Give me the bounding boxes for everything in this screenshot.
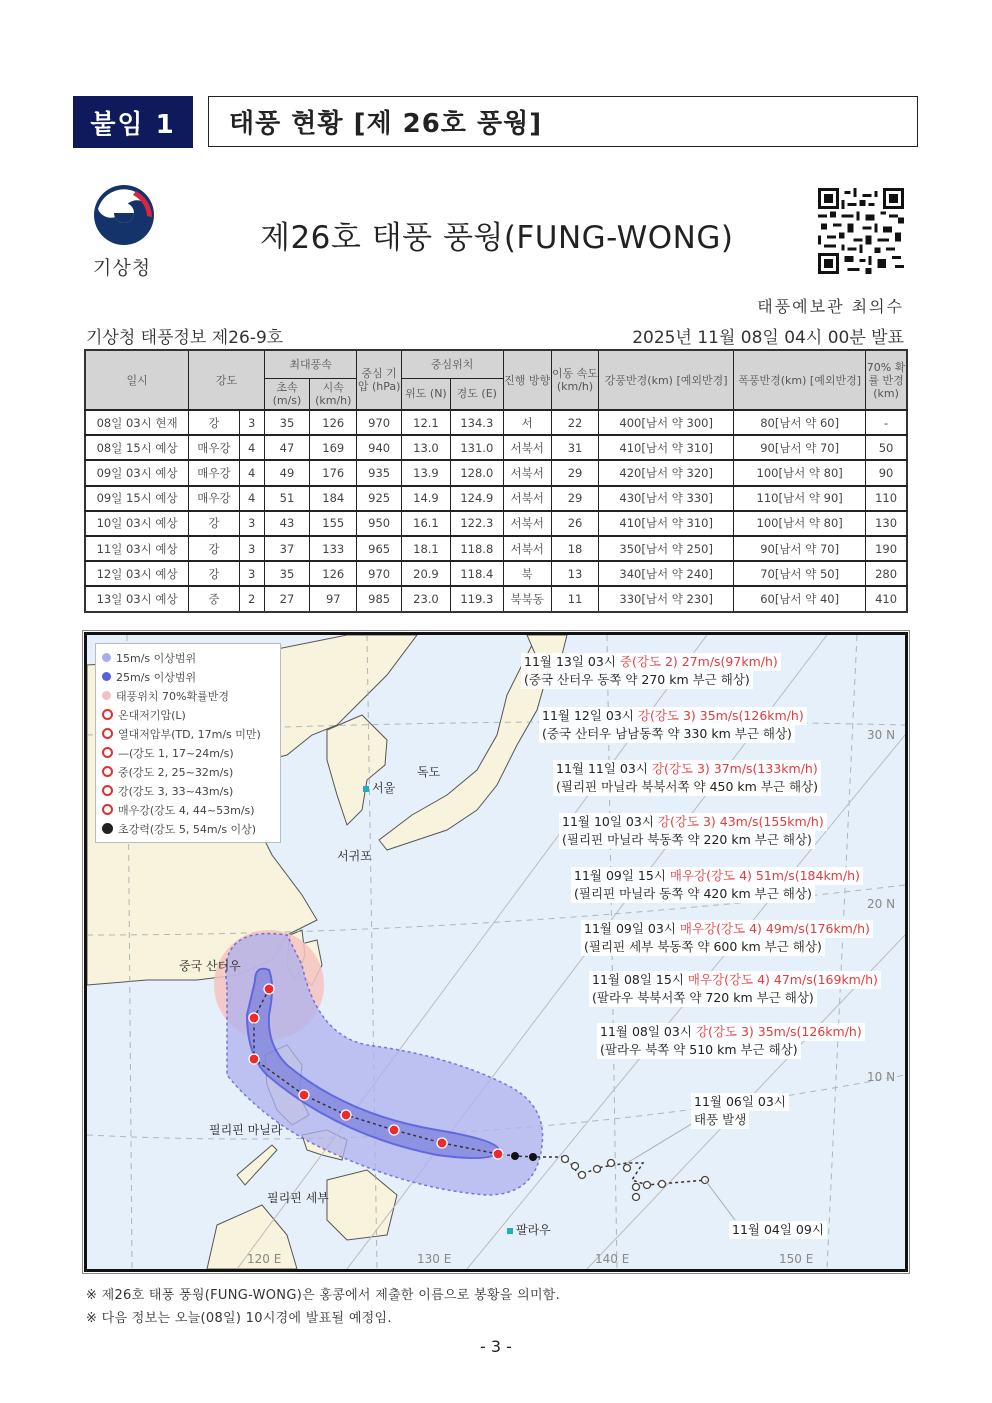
qr-code-icon[interactable] xyxy=(818,188,904,274)
cell-prob: 280 xyxy=(866,561,907,586)
legend-item xyxy=(102,667,274,686)
cell-time: 10일 03시 예상 xyxy=(85,511,189,536)
annotation-location: (필리핀 마닐라 북북서쪽 약 450 km 부근 해상) xyxy=(553,778,821,796)
agency-name: 기상청 xyxy=(93,257,152,279)
cell-cls: 강 xyxy=(189,511,239,536)
cell-time: 09일 15시 예상 xyxy=(85,486,189,511)
cell-kmh: 126 xyxy=(310,410,357,435)
annotation-time: 11월 08일 03시 xyxy=(600,1024,692,1039)
cell-prob: 50 xyxy=(866,435,907,460)
cell-prob: 90 xyxy=(866,460,907,485)
cell-storm: 100[남서 약 80] xyxy=(734,511,866,536)
cell-gale: 410[남서 약 310] xyxy=(599,511,734,536)
legend-label: —(강도 1, 17~24m/s) xyxy=(118,746,234,760)
cell-lvl: 4 xyxy=(239,435,264,460)
legend-label: 매우강(강도 4, 44~53m/s) xyxy=(118,803,255,817)
first-point-annotation: 11월 04일 09시 xyxy=(729,1221,827,1239)
extratropical-low-icon xyxy=(102,709,113,720)
cell-prob: 410 xyxy=(866,586,907,611)
place-seoul: 서울 xyxy=(363,779,395,796)
cell-lon: 134.3 xyxy=(451,410,503,435)
legend-label: 열대저압부(TD, 17m/s 미만) xyxy=(118,727,261,741)
table-row xyxy=(85,460,907,485)
annotation-location: (필리핀 마닐라 북동쪽 약 220 km 부근 해상) xyxy=(559,831,815,849)
cell-storm: 90[남서 약 70] xyxy=(734,536,866,561)
place-dokdo: 독도 xyxy=(417,765,441,779)
cell-ms: 37 xyxy=(264,536,309,561)
cell-storm: 60[남서 약 40] xyxy=(734,586,866,611)
annotation-intensity: 매우강(강도 4) 51m/s(184km/h) xyxy=(669,868,860,883)
table-row xyxy=(85,486,907,511)
cell-lvl: 2 xyxy=(239,586,264,611)
cell-kmh: 97 xyxy=(310,586,357,611)
header-wind-kmh: 시속 (km/h) xyxy=(310,378,357,410)
annotation-time: 11월 11일 03시 xyxy=(556,761,648,776)
place-shantou: 중국 산터우 xyxy=(179,959,241,973)
annotation-intensity: 중(강도 2) 27m/s(97km/h) xyxy=(619,654,778,669)
cell-storm: 100[남서 약 80] xyxy=(734,460,866,485)
cell-lvl: 3 xyxy=(239,536,264,561)
cell-gale: 420[남서 약 320] xyxy=(599,460,734,485)
header-prob-radius: 70% 확률 반경 (km) xyxy=(866,350,907,410)
legend-item xyxy=(102,724,274,743)
typhoon-level-5-icon xyxy=(102,823,113,834)
annotation-intensity: 강(강도 3) 37m/s(133km/h) xyxy=(651,761,818,776)
cell-lat: 12.1 xyxy=(401,410,450,435)
cell-cls: 매우강 xyxy=(189,460,239,485)
forecast-annotation xyxy=(559,813,827,849)
annotation-location: (팔라우 북쪽 약 510 km 부근 해상) xyxy=(597,1041,801,1059)
table-row xyxy=(85,435,907,460)
section-title: 태풍 현황 [제 26호 풍웡] xyxy=(208,96,918,147)
cell-kmh: 169 xyxy=(310,435,357,460)
header-wind-ms: 초속 (m/s) xyxy=(264,378,309,410)
annotation-location: (팔라우 북북서쪽 약 720 km 부근 해상) xyxy=(589,989,817,1007)
cell-time: 12일 03시 예상 xyxy=(85,561,189,586)
legend-label: 25m/s 이상범위 xyxy=(116,670,197,684)
header-center: 중심위치 xyxy=(401,350,503,378)
annotation-time: 11월 13일 03시 xyxy=(524,654,616,669)
cell-spd: 11 xyxy=(551,586,598,611)
cell-lat: 13.0 xyxy=(401,435,450,460)
legend-item xyxy=(102,819,274,838)
lon-label-150: 150 E xyxy=(779,1252,814,1266)
cell-dir: 서북서 xyxy=(503,536,551,561)
place-cebu: 필리핀 세부 xyxy=(267,1191,329,1205)
cell-spd: 22 xyxy=(551,410,598,435)
cell-cls: 강 xyxy=(189,536,239,561)
cell-spd: 31 xyxy=(551,435,598,460)
lon-label-140: 140 E xyxy=(595,1252,630,1266)
legend-item xyxy=(102,648,274,667)
legend-item xyxy=(102,743,274,762)
annotation-location: (필리핀 세부 북동쪽 약 600 km 부근 해상) xyxy=(581,938,825,956)
cell-lvl: 4 xyxy=(239,460,264,485)
typhoon-level-3-icon xyxy=(102,785,113,796)
forecaster-name: 태풍예보관 최의수 xyxy=(757,297,904,316)
cell-gale: 340[남서 약 240] xyxy=(599,561,734,586)
cell-spd: 29 xyxy=(551,486,598,511)
header-gale-radius: 강풍반경(km) [예외반경] xyxy=(599,350,734,410)
footnote-next-bulletin: ※ 다음 정보는 오늘(08일) 10시경에 발표될 예정임. xyxy=(86,1311,392,1326)
cell-lon: 124.9 xyxy=(451,486,503,511)
annotation-intensity: 매우강(강도 4) 49m/s(176km/h) xyxy=(679,921,870,936)
cell-gale: 400[남서 약 300] xyxy=(599,410,734,435)
cell-cls: 강 xyxy=(189,561,239,586)
annotation-intensity: 강(강도 3) 43m/s(155km/h) xyxy=(657,814,824,829)
legend-label: 중(강도 2, 25~32m/s) xyxy=(118,765,234,779)
cell-dir: 서북서 xyxy=(503,511,551,536)
cell-prob: 190 xyxy=(866,536,907,561)
header-storm-radius: 폭풍반경(km) [예외반경] xyxy=(734,350,866,410)
lat-label-10: 10 N xyxy=(867,1070,896,1084)
cell-lat: 16.1 xyxy=(401,511,450,536)
bulletin-title: 제26호 태풍 풍웡(FUNG-WONG) xyxy=(260,220,734,256)
lat-label-30: 30 N xyxy=(867,728,896,742)
cell-cls: 강 xyxy=(189,410,239,435)
legend-item xyxy=(102,705,274,724)
cell-ms: 35 xyxy=(264,561,309,586)
cell-lon: 118.4 xyxy=(451,561,503,586)
header-pressure: 중심 기압 (hPa) xyxy=(357,350,401,410)
annotation-intensity: 강(강도 3) 35m/s(126km/h) xyxy=(637,708,804,723)
cell-kmh: 133 xyxy=(310,536,357,561)
cell-time: 08일 15시 예상 xyxy=(85,435,189,460)
cell-lon: 118.8 xyxy=(451,536,503,561)
legend-label: 태풍위치 70%확률반경 xyxy=(116,689,229,703)
header-direction: 진행 방향 xyxy=(503,350,551,410)
typhoon-level-4-icon xyxy=(102,804,113,815)
cell-hpa: 970 xyxy=(357,410,401,435)
place-palau: 팔라우 xyxy=(507,1221,551,1238)
position-13d xyxy=(264,984,274,994)
cell-lvl: 3 xyxy=(239,511,264,536)
forecast-table xyxy=(84,349,908,613)
attachment-tag: 붙임 1 xyxy=(73,96,193,148)
cell-kmh: 184 xyxy=(310,486,357,511)
cell-dir: 서 xyxy=(503,410,551,435)
cell-time: 08일 03시 현재 xyxy=(85,410,189,435)
page-number: - 3 - xyxy=(480,1337,512,1356)
cell-ms: 51 xyxy=(264,486,309,511)
circle-blue-icon xyxy=(102,672,111,681)
circle-pink-icon xyxy=(102,691,111,700)
legend-label: 초강력(강도 5, 54m/s 이상) xyxy=(118,822,257,836)
table-row xyxy=(85,410,907,435)
cell-dir: 서북서 xyxy=(503,435,551,460)
annotation-location: (중국 산터우 동쪽 약 270 km 부근 해상) xyxy=(521,671,753,689)
cell-ms: 49 xyxy=(264,460,309,485)
cell-lat: 18.1 xyxy=(401,536,450,561)
cell-lat: 20.9 xyxy=(401,561,450,586)
header-max-wind: 최대풍속 xyxy=(264,350,357,378)
cell-lvl: 3 xyxy=(239,561,264,586)
cell-prob: - xyxy=(866,410,907,435)
cell-spd: 26 xyxy=(551,511,598,536)
forecast-annotation xyxy=(597,1023,865,1059)
cell-ms: 43 xyxy=(264,511,309,536)
annotation-time: 11월 09일 15시 xyxy=(574,868,666,883)
cell-dir: 서북서 xyxy=(503,460,551,485)
annotation-time: 11월 10일 03시 xyxy=(562,814,654,829)
table-row xyxy=(85,511,907,536)
cell-dir: 서북서 xyxy=(503,486,551,511)
cell-kmh: 176 xyxy=(310,460,357,485)
forecast-annotation xyxy=(589,971,881,1007)
cell-cls: 매우강 xyxy=(189,435,239,460)
cell-dir: 북 xyxy=(503,561,551,586)
cell-kmh: 155 xyxy=(310,511,357,536)
lat-label-20: 20 N xyxy=(867,897,896,911)
cell-lvl: 3 xyxy=(239,410,264,435)
header-intensity: 강도 xyxy=(189,350,265,410)
typhoon-level-1-icon xyxy=(102,747,113,758)
typhoon-level-2-icon xyxy=(102,766,113,777)
cell-cls: 매우강 xyxy=(189,486,239,511)
table-row xyxy=(85,561,907,586)
annotation-time: 11월 08일 15시 xyxy=(592,972,684,987)
cell-lat: 13.9 xyxy=(401,460,450,485)
issue-time: 2025년 11월 08일 04시 00분 발표 xyxy=(632,328,904,348)
cell-storm: 110[남서 약 90] xyxy=(734,486,866,511)
cell-hpa: 950 xyxy=(357,511,401,536)
tropical-depression-icon xyxy=(102,728,113,739)
cell-spd: 18 xyxy=(551,536,598,561)
map-legend xyxy=(95,643,281,843)
cell-lon: 131.0 xyxy=(451,435,503,460)
cell-lon: 122.3 xyxy=(451,511,503,536)
cell-gale: 430[남서 약 330] xyxy=(599,486,734,511)
forecast-annotation xyxy=(571,867,863,903)
cell-hpa: 965 xyxy=(357,536,401,561)
cell-lvl: 4 xyxy=(239,486,264,511)
legend-label: 온대저기압(L) xyxy=(118,708,186,722)
annotation-location: (중국 산터우 남남동쪽 약 330 km 부근 해상) xyxy=(539,725,795,743)
annotation-intensity: 매우강(강도 4) 47m/s(169km/h) xyxy=(687,972,878,987)
genesis-annotation: 11월 06일 03시 태풍 발생 xyxy=(691,1093,789,1129)
place-manila: 필리핀 마닐라 xyxy=(209,1123,283,1137)
header-lat: 위도 (N) xyxy=(401,378,450,410)
legend-label: 강(강도 3, 33~43m/s) xyxy=(118,784,234,798)
header-speed: 이동 속도 (km/h) xyxy=(551,350,598,410)
annotation-time: 11월 12일 03시 xyxy=(542,708,634,723)
legend-item xyxy=(102,781,274,800)
cell-storm: 80[남서 약 60] xyxy=(734,410,866,435)
cell-prob: 110 xyxy=(866,486,907,511)
annotation-time: 11월 09일 03시 xyxy=(584,921,676,936)
footnote-name-meaning: ※ 제26호 태풍 풍웡(FUNG-WONG)은 홍콩에서 제출한 이름으로 봉황을 의미함. xyxy=(86,1288,561,1303)
cell-ms: 47 xyxy=(264,435,309,460)
cell-hpa: 935 xyxy=(357,460,401,485)
cell-cls: 중 xyxy=(189,586,239,611)
legend-item xyxy=(102,686,274,705)
cell-storm: 90[남서 약 70] xyxy=(734,435,866,460)
cell-hpa: 970 xyxy=(357,561,401,586)
typhoon-track-map xyxy=(84,632,908,1272)
cell-spd: 29 xyxy=(551,460,598,485)
cell-kmh: 126 xyxy=(310,561,357,586)
lon-label-130: 130 E xyxy=(417,1252,452,1266)
cell-ms: 35 xyxy=(264,410,309,435)
table-row xyxy=(85,536,907,561)
cell-lat: 14.9 xyxy=(401,486,450,511)
cell-hpa: 940 xyxy=(357,435,401,460)
cell-gale: 330[남서 약 230] xyxy=(599,586,734,611)
cell-time: 13일 03시 예상 xyxy=(85,586,189,611)
annotation-intensity: 강(강도 3) 35m/s(126km/h) xyxy=(695,1024,862,1039)
forecast-annotation xyxy=(539,707,807,743)
forecast-annotation xyxy=(553,760,821,796)
cell-gale: 410[남서 약 310] xyxy=(599,435,734,460)
cell-spd: 13 xyxy=(551,561,598,586)
header-lon: 경도 (E) xyxy=(451,378,503,410)
table-row xyxy=(85,586,907,611)
cell-prob: 130 xyxy=(866,511,907,536)
cell-lon: 128.0 xyxy=(451,460,503,485)
cell-hpa: 925 xyxy=(357,486,401,511)
annotation-location: (필리핀 마닐라 동쪽 약 420 km 부근 해상) xyxy=(571,885,815,903)
cell-gale: 350[남서 약 250] xyxy=(599,536,734,561)
cell-hpa: 985 xyxy=(357,586,401,611)
legend-label: 15m/s 이상범위 xyxy=(116,651,197,665)
legend-item xyxy=(102,800,274,819)
circle-light-blue-icon xyxy=(102,653,111,662)
kma-logo-icon xyxy=(92,183,156,247)
cell-storm: 70[남서 약 50] xyxy=(734,561,866,586)
forecast-annotation xyxy=(581,920,873,956)
place-seogwipo: 서귀포 xyxy=(337,849,372,863)
cell-dir: 북북동 xyxy=(503,586,551,611)
cell-time: 11일 03시 예상 xyxy=(85,536,189,561)
cell-ms: 27 xyxy=(264,586,309,611)
cell-time: 09일 03시 예상 xyxy=(85,460,189,485)
lon-label-120: 120 E xyxy=(247,1252,282,1266)
cell-lat: 23.0 xyxy=(401,586,450,611)
cell-lon: 119.3 xyxy=(451,586,503,611)
header-datetime: 일시 xyxy=(85,350,189,410)
legend-item xyxy=(102,762,274,781)
bulletin-number: 기상청 태풍정보 제26-9호 xyxy=(86,328,284,348)
forecast-annotation xyxy=(521,653,781,689)
